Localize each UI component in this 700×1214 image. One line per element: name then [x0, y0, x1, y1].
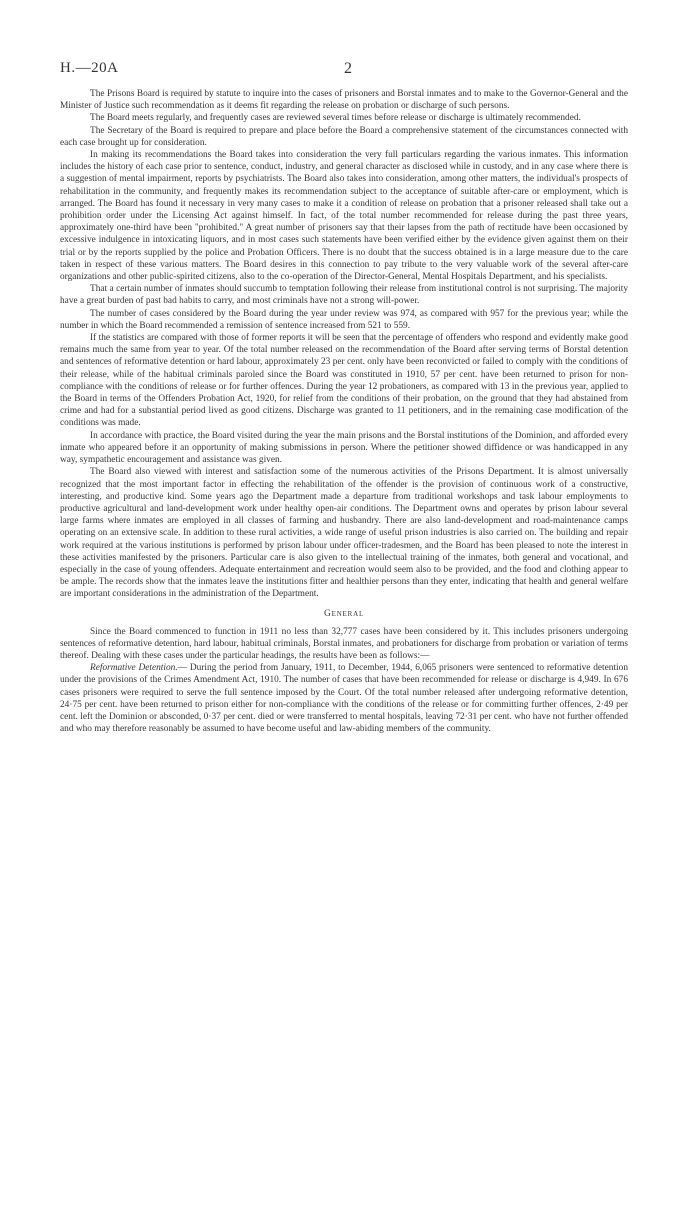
report-reference: H.—20A — [60, 60, 119, 76]
paragraph-general-summary: Since the Board commenced to function in 1911 no less than 32,777 cases have been considered by it. This includes prisoners undergoing sentences of reformative detention, hard labour, habitual criminals, Borstal inmates, and probationers for discharge from probation or variation of terms thereof. Dealing with these cases under the particular headings, the results have been as follows:— — [60, 626, 628, 661]
reformative-detention-text: — During the period from January, 1911, to December, 1944, 6,065 prisoners were sentenced to reformative detention under the provisions of the Crimes Amendment Act, 1910. The number of cases that have been recommended for release or discharge is 4,949. In 676 cases prisoners were required to serve the full sentence imposed by the Court. Of the total number released after undergoing reformative detention, 24·75 per cent. have been returned to prison either for non-compliance with the conditions of the release or for committing further offences, 2·49 per cent. left the Dominion or absconded, 0·37 per cent. died or were transferred to mental hospitals, leaving 72·31 per cent. who have not further offended and who may therefore reasonably be assumed to have become useful and law-abiding members of the community. — [60, 663, 628, 735]
paragraph-statistics: If the statistics are compared with those of former reports it will be seen that the percentage of offenders who respond and evidently make good remains much the same from year to year. Of the total number released on the recommendation of the Board after serving terms of Borstal detention and sentences of reformative detention or hard labour, approximately 23 per cent. only have been reconvicted or failed to comply with the conditions of their release, while of the habitual criminals paroled since the Board was constituted in 1910, 57 per cent. have been returned to prison for non-compliance with the conditions of release or for further offences. During the year 12 probationers, as compared with 13 in the previous year, applied to the Board in terms of the Offenders Probation Act, 1920, for relief from the conditions of their probation, on the ground that they had abstained from crime and had for a substantial period lived as good citizens. Discharge was granted to 11 petitioners, and in the remaining case modification of the conditions was made. — [60, 333, 628, 429]
page-header — [60, 60, 628, 88]
paragraph-visits: In accordance with practice, the Board visited during the year the main prisons and the Borstal institutions of the Dominion, and afforded every inmate who appeared before it an opportunity of making submissions in person. Where the petitioner showed diffidence or was handicapped in any way, sympathetic encouragement and assistance was given. — [60, 430, 628, 466]
paragraph-recommendations: In making its recommendations the Board takes into consideration the very full particulars regarding the various inmates. This information includes the history of each case prior to sentence, conduct, industry, and general character as disclosed while in custody, and in any case where there is a suggestion of mental impairment, reports by psychiatrists. The Board also takes into consideration, among other matters, the individual's prospects of rehabilitation in the community, and frequently makes its recommendation subject to the acceptance of suitable after-care or employment, which is arranged. The Board has found it necessary in very many cases to make it a condition of release on probation that a prisoner released shall take out a prohibition order under the Licensing Act against himself. In fact, of the total number recommended for release during the past three years, approximately one-third have been "prohibited." A great number of prisoners say that their lapses from the path of rectitude have been occasioned by excessive indulgence in intoxicating liquors, and in most cases such statements have been verified either by the evidence given against them on their trial or by the reports supplied by the police and Probation Officers. There is no doubt that the success obtained is in a large measure due to the care taken in respect of these various matters. The Board desires in this connection to pay tribute to the very valuable work of the several after-care organizations and other public-spirited citizens, also to the co-operation of the Director-General, Mental Hospitals Department, and his specialists. — [60, 150, 628, 283]
paragraph-meetings: The Board meets regularly, and frequently cases are reviewed several times before release or discharge is ultimately recommended. — [90, 113, 581, 124]
paragraph-temptation: That a certain number of inmates should succumb to temptation following their release from institutional control is not surprising. The majority have a great burden of past bad habits to carry, and most criminals have not a strong will-power. — [60, 284, 628, 307]
paragraph-statutory-duty: The Prisons Board is required by statute to inquire into the cases of prisoners and Borstal inmates and to make to the Governor-General and the Minister of Justice such recommendation as it deems fit regarding the release on probation or discharge of such persons. — [60, 89, 628, 112]
paragraph-cases-considered: The number of cases considered by the Board during the year under review was 974, as compared with 957 for the previous year; while the number in which the Board recommended a remission of sentence increased from 521 to 559. — [60, 308, 628, 331]
paragraph-reformative-detention — [60, 662, 628, 735]
section-heading-general: General — [323, 608, 365, 619]
document-body — [60, 88, 628, 735]
paragraph-secretary: The Secretary of the Board is required to prepare and place before the Board a comprehensive statement of the circumstances connected with each case brought up for consideration. — [60, 125, 628, 148]
document-page — [60, 60, 628, 735]
paragraph-activities: The Board also viewed with interest and satisfaction some of the numerous activities of the Prisons Department. It is almost universally recognized that the most important factor in effecting the rehabilitation of the offender is the provision of continuous work of a constructive, interesting, and productive kind. Some years ago the Department made a departure from traditional workshops and task labour employments to productive agricultural and land-development work under healthy open-air conditions. The Department owns and operates by prison labour several large farms where inmates are employed in all classes of farming and husbandry. There are also land-development and road-maintenance camps operating on an extensive scale. In addition to these rural activities, a wide range of useful prison industries is also carried on. The building and repair work required at the various institutions is performed by prison labour under officer-tradesmen, and the Board has been pleased to note the interest in these activities manifested by the prisoners. Particular care is also given to the intellectual training of the inmates, both general and vocational, and especially in the case of young offenders. Adequate entertainment and recreation would seem also to be provided, and the food and clothing appear to be ample. The records show that the inmates leave the institutions fitter and healthier persons than they enter, indicating that health and general welfare are important considerations in the administration of the Department. — [60, 467, 628, 600]
reformative-detention-label: Reformative Detention. — [90, 663, 178, 674]
page-number: 2 — [344, 60, 352, 77]
